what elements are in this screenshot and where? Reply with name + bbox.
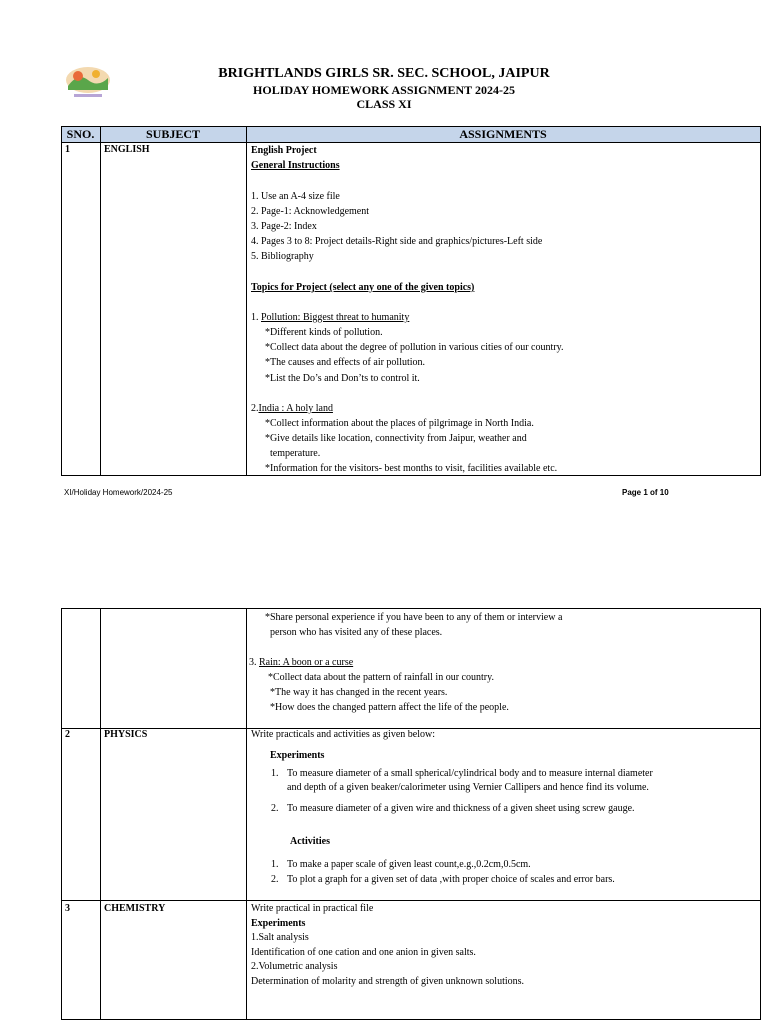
topics-heading: Topics for Project (select any one of the given topics) [251,282,475,293]
class-title: CLASS XI [356,97,412,111]
header-subject: SUBJECT [145,127,201,141]
topic-1-title: 1. Pollution: Biggest threat to humanity [251,312,410,323]
footer-page-number: Page 1 of 10 [622,488,669,497]
topic-point: *Different kinds of pollution. [265,327,383,338]
instr-item: 4. Pages 3 to 8: Project details-Right side and graphics/pictures-Left side [251,236,543,247]
topic-point: *Information for the visitors- best months to visit, facilities available etc. [265,463,558,474]
topic-point: person who has visited any of these places. [270,627,443,638]
header-assignments: ASSIGNMENTS [459,127,547,141]
topic-point: *Give details like location, connectivity from Jaipur, weather and [265,433,527,444]
chem-experiments-heading: Experiments [251,918,306,929]
topic-point: *Share personal experience if you have been to any of them or interview a [265,612,563,623]
general-instructions-heading: General Instructions [251,160,340,171]
chem-line: Determination of molarity and strength of given unknown solutions. [251,976,525,987]
chem-line: Write practical in practical file [251,903,374,914]
row2-sno: 2 [65,729,70,740]
topic-3-title: 3. Rain: A boon or a curse [249,657,354,668]
assignment-title: HOLIDAY HOMEWORK ASSIGNMENT 2024-25 [253,83,515,97]
topic-point: *The causes and effects of air pollution. [265,357,426,368]
english-project-title: English Project [251,145,317,156]
physics-exp-2: 2. To measure diameter of a given wire and thickness of a given sheet using screw gauge. [271,803,635,814]
header-sno: SNO. [66,127,95,141]
physics-act-2: 2. To plot a graph for a given set of data ,with proper choice of scales and error bars. [271,874,615,885]
topic-point: temperature. [270,448,321,459]
topic-point: *How does the changed pattern affect the life of the people. [270,702,509,713]
topic-point: *Collect data about the degree of pollution in various cities of our country. [265,342,564,353]
topic-2-title: 2.India : A holy land [251,403,333,414]
instr-item: 2. Page-1: Acknowledgement [251,206,370,217]
instr-item: 5. Bibliography [251,251,314,262]
school-name: BRIGHTLANDS GIRLS SR. SEC. SCHOOL, JAIPUR [218,66,550,81]
row3-subject: CHEMISTRY [104,903,166,914]
chem-line: 2.Volumetric analysis [251,961,338,972]
topic-point: *The way it has changed in the recent years. [270,687,448,698]
physics-intro: Write practicals and activities as given below: [251,729,435,740]
chem-line: 1.Salt analysis [251,932,309,943]
row1-subject: ENGLISH [104,144,150,155]
topic-point: *List the Do’s and Don’ts to control it. [265,373,420,384]
row3-sno: 3 [65,903,70,914]
topic-point: *Collect information about the places of pilgrimage in North India. [265,418,534,429]
physics-act-1: 1. To make a paper scale of given least count,e.g.,0.2cm,0.5cm. [271,859,531,870]
physics-exp-1-cont: and depth of a given beaker/calorimeter using Vernier Callipers and hence find its volume. [287,782,649,793]
row2-subject: PHYSICS [104,729,148,740]
physics-exp-1: 1. To measure diameter of a small spherical/cylindrical body and to measure internal diameter [271,768,653,779]
instr-item: 1. Use an A-4 size file [251,191,340,202]
physics-experiments-heading: Experiments [270,750,325,761]
row1-sno: 1 [65,144,70,155]
topic-point: *Collect data about the pattern of rainfall in our country. [268,672,494,683]
instr-item: 3. Page-2: Index [251,221,317,232]
chem-line: Identification of one cation and one anion in given salts. [251,947,476,958]
footer-left: XI/Holiday Homework/2024-25 [64,488,173,497]
physics-activities-heading: Activities [290,836,330,847]
